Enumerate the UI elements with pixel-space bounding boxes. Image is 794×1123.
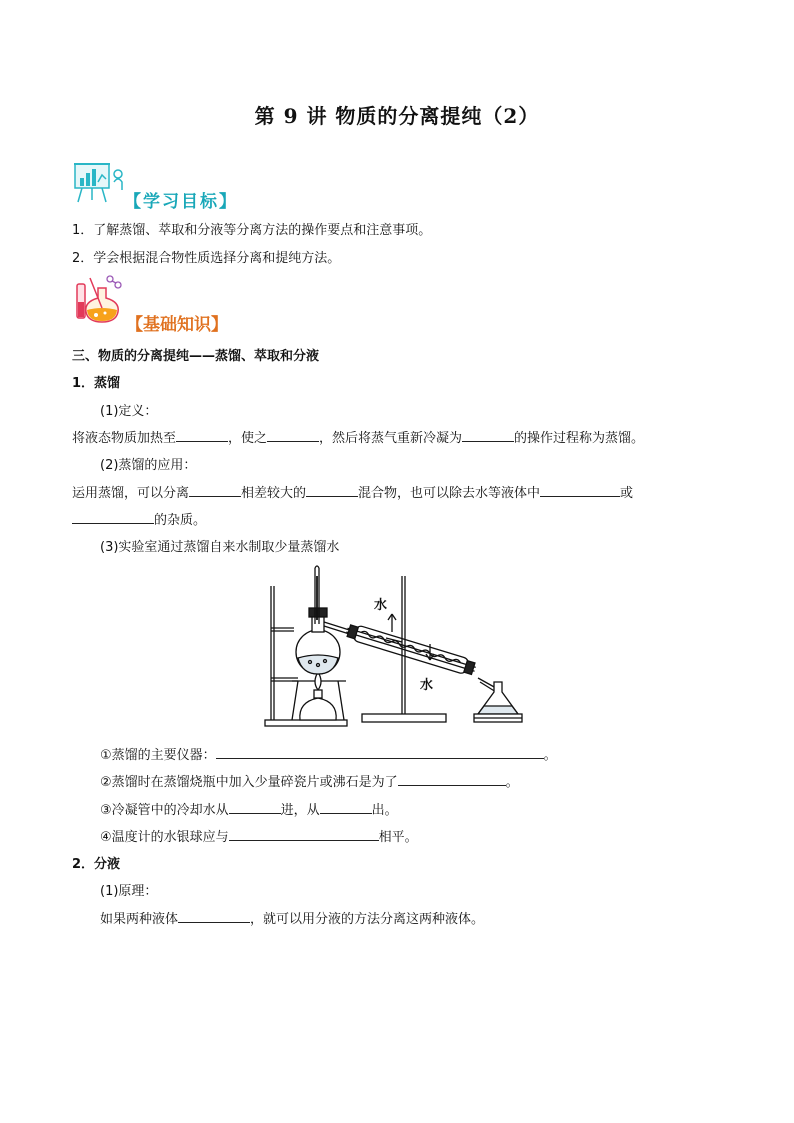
blank-4[interactable]	[189, 484, 241, 497]
blank-9[interactable]	[398, 773, 506, 786]
distill-app-line: 运用蒸馏，可以分离 相差较大的 混合物，也可以除去水等液体中 或	[72, 486, 634, 501]
distill-app-line-2: 的杂质。	[72, 509, 206, 528]
blank-3[interactable]	[462, 429, 514, 442]
question-3: ③冷凝管中的冷却水从 进，从 出。	[100, 803, 398, 818]
blank-2[interactable]	[267, 429, 319, 442]
distill-heading: 1．蒸馏	[72, 376, 121, 391]
blank-1[interactable]	[176, 429, 228, 442]
blank-11[interactable]	[320, 801, 372, 814]
question-2: ②蒸馏时在蒸馏烧瓶中加入少量碎瓷片或沸石是为了 。	[100, 775, 519, 790]
question-1: ①蒸馏的主要仪器： 。	[100, 748, 557, 763]
distill-def-label: (1)定义：	[100, 404, 158, 419]
page-title: 第 9 讲 物质的分离提纯（2）	[254, 104, 540, 128]
blank-6[interactable]	[540, 484, 620, 497]
goal-item-1: 1．了解蒸馏、萃取和分液等分离方法的操作要点和注意事项。	[72, 223, 432, 238]
separate-principle-line: 如果两种液体 ，就可以用分液的方法分离这两种液体。	[100, 912, 485, 927]
water-in-label: 水	[374, 598, 388, 613]
flask-icon	[72, 272, 126, 326]
goals-heading: 【学习目标】	[124, 192, 238, 212]
section-title: 三、物质的分离提纯——蒸馏、萃取和分液	[72, 349, 320, 364]
water-out-label: 水	[420, 678, 434, 693]
blank-8[interactable]	[216, 746, 544, 759]
basics-heading: 【基础知识】	[126, 315, 228, 335]
distillation-apparatus-diagram	[262, 562, 540, 730]
goal-item-2: 2．学会根据混合物性质选择分离和提纯方法。	[72, 251, 341, 266]
blank-12[interactable]	[229, 828, 379, 841]
distill-lab-label: (3)实验室通过蒸馏自来水制取少量蒸馏水	[100, 540, 340, 555]
question-4: ④温度计的水银球应与 相平。	[100, 830, 418, 845]
separate-heading: 2．分液	[72, 857, 121, 872]
blank-10[interactable]	[229, 801, 281, 814]
distill-app-label: (2)蒸馏的应用：	[100, 458, 197, 473]
blank-5[interactable]	[306, 484, 358, 497]
separate-principle-label: (1)原理：	[100, 884, 158, 899]
blank-7[interactable]	[72, 511, 154, 524]
presentation-board-icon	[72, 160, 124, 206]
blank-13[interactable]	[178, 910, 250, 923]
distill-def-line: 将液态物质加热至 ，使之 ，然后将蒸气重新冷凝为 的操作过程称为蒸馏。	[72, 431, 645, 446]
